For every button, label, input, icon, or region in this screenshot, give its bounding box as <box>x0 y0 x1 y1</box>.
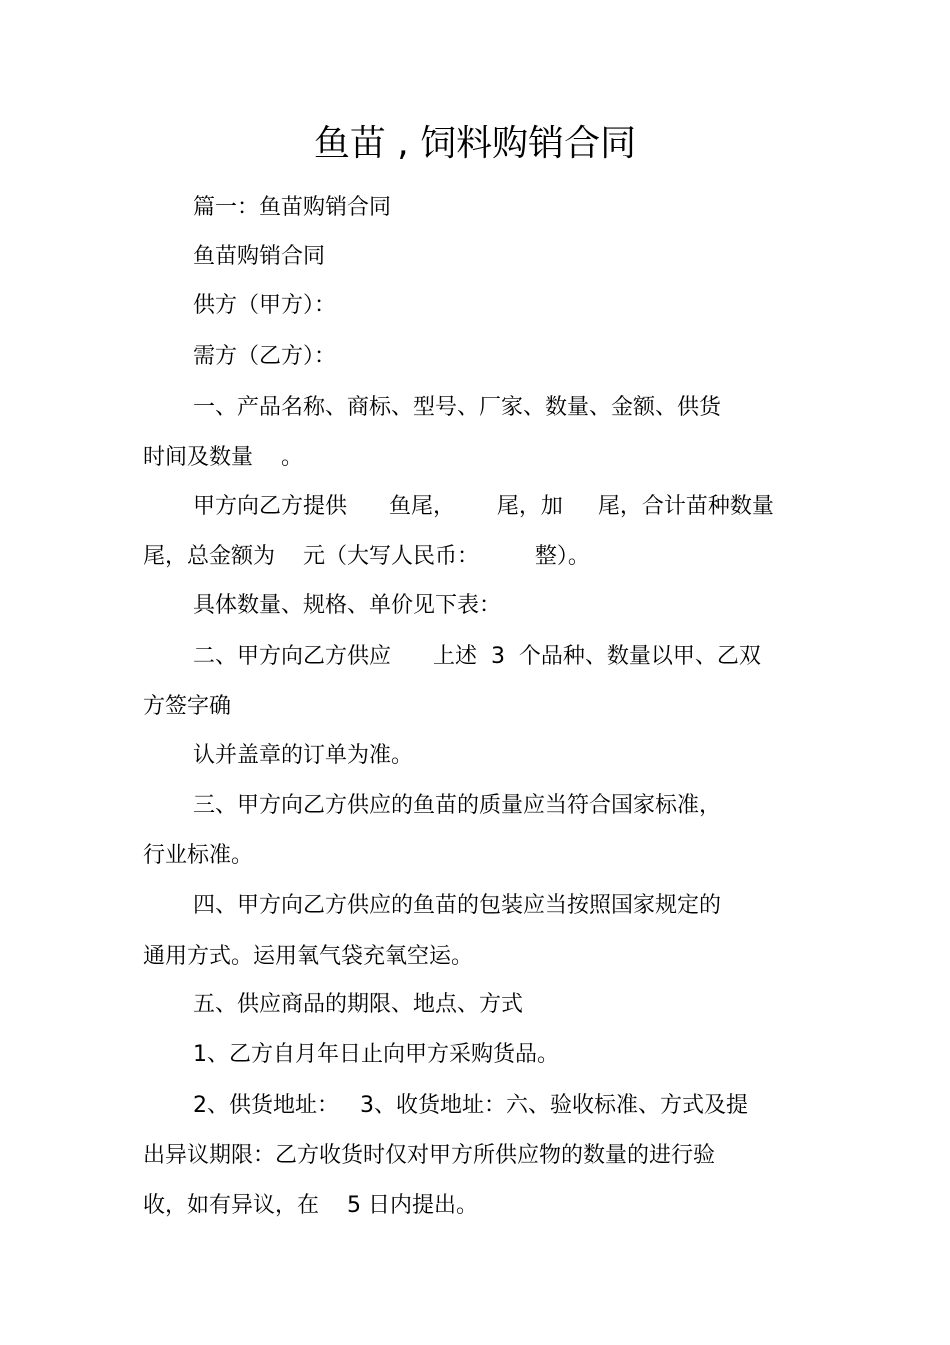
text-line: 收，如有异议，在 5 日内提出。 <box>143 1193 478 1218</box>
text-line: 篇一：鱼苗购销合同 <box>193 195 392 220</box>
text-line: 认并盖章的订单为准。 <box>193 743 414 768</box>
text-line: 时间及数量 。 <box>143 445 303 470</box>
text-line: 具体数量、规格、单价见下表： <box>193 593 502 618</box>
text-line: 行业标准。 <box>143 843 254 868</box>
text-line: 一、产品名称、商标、型号、厂家、数量、金额、供货 <box>193 395 722 420</box>
text-line: 2、供货地址： 3、收货地址：六、验收标准、方式及提 <box>193 1093 748 1118</box>
document-title: 鱼苗 , 饲料购销合同 <box>313 123 637 164</box>
text-line: 四、甲方向乙方供应的鱼苗的包装应当按照国家规定的 <box>193 893 722 918</box>
text-line: 甲方向乙方提供 鱼尾， 尾，加 尾，合计苗种数量 <box>193 494 774 519</box>
text-line: 五、供应商品的期限、地点、方式 <box>193 992 524 1017</box>
text-line: 1、乙方自月年日止向甲方采购货品。 <box>193 1042 559 1067</box>
text-line: 尾，总金额为 元（大写人民币： 整）。 <box>143 544 590 569</box>
text-line: 出异议期限：乙方收货时仅对甲方所供应物的数量的进行验 <box>143 1143 716 1168</box>
text-line: 需方（乙方）： <box>193 344 337 369</box>
text-line: 方签字确 <box>143 694 232 719</box>
text-line: 供方（甲方）： <box>193 293 337 318</box>
text-line: 通用方式。运用氧气袋充氧空运。 <box>143 944 474 969</box>
text-line: 二、甲方向乙方供应 上述 3 个品种、数量以甲、乙双 <box>193 644 761 669</box>
text-line: 三、甲方向乙方供应的鱼苗的质量应当符合国家标准， <box>193 793 722 818</box>
text-line: 鱼苗购销合同 <box>193 244 326 269</box>
